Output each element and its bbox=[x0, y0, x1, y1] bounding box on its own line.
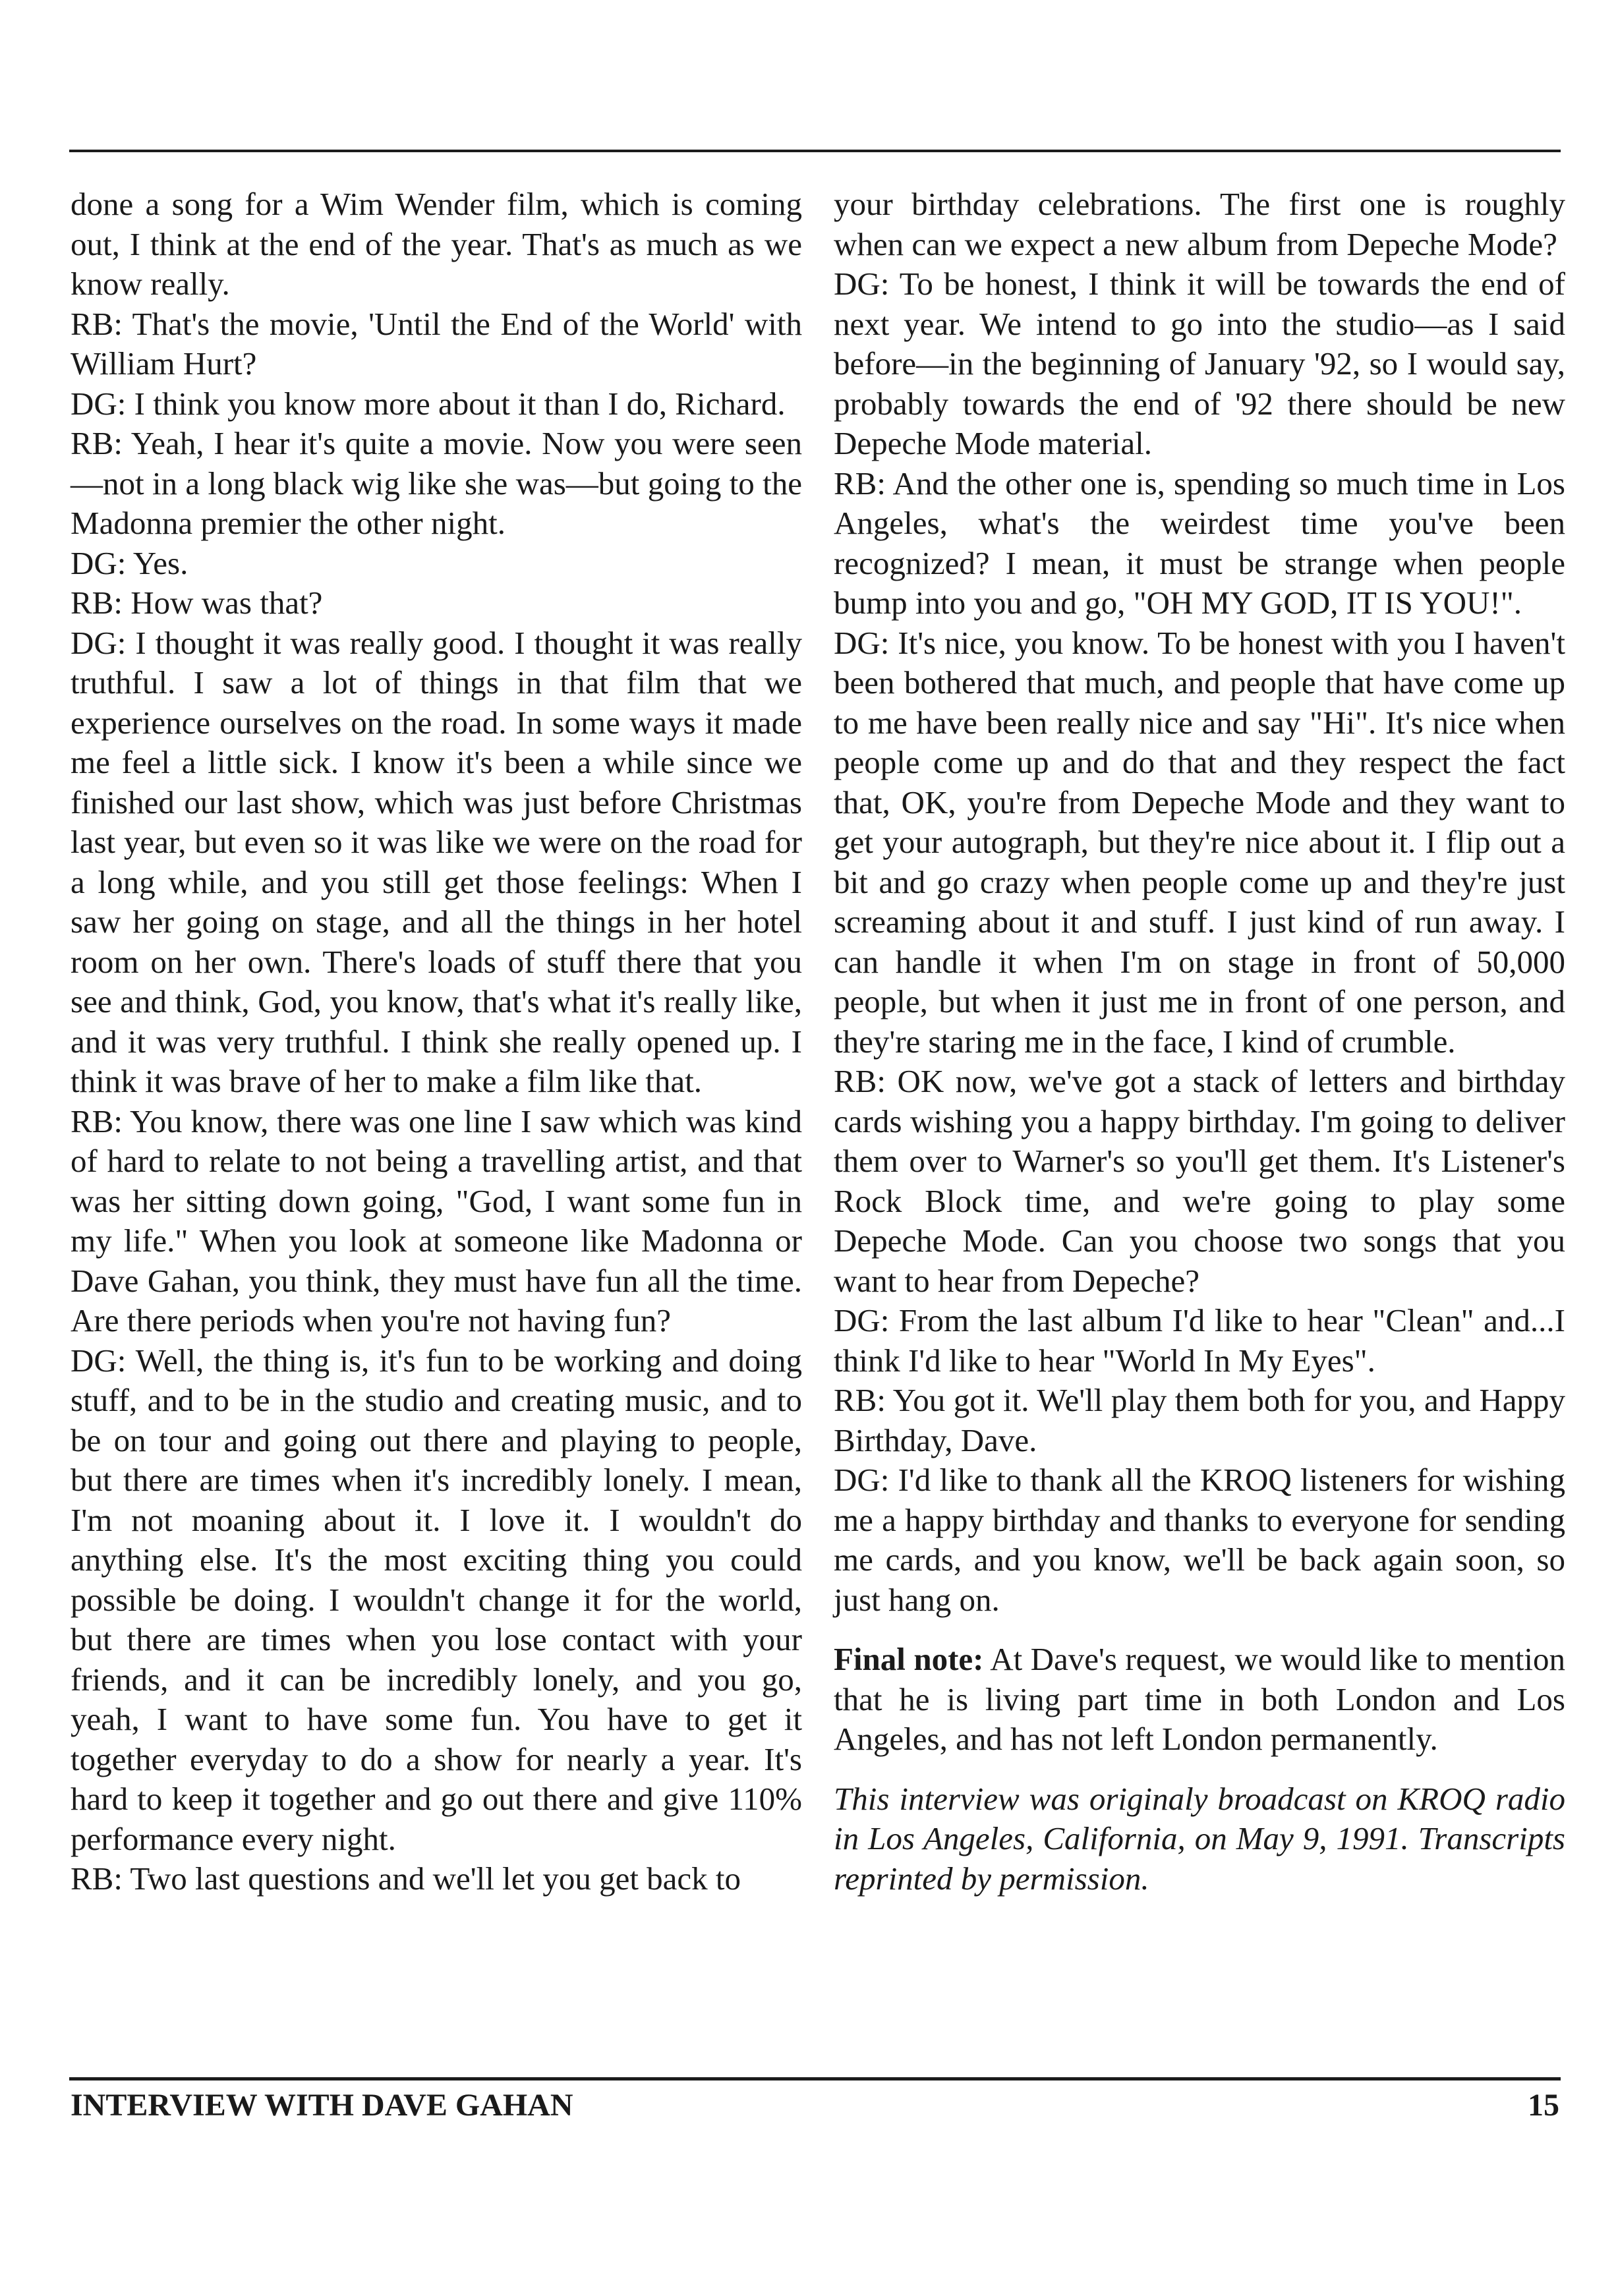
final-note-label: Final note: bbox=[834, 1641, 984, 1677]
paragraph: DG: To be honest, I think it will be towards the end of next year. We intend to go into the studio—as I said before—in the beginning of January '92, so I would say, probably towards the end of '92 there should be new Depeche Mode material. bbox=[834, 266, 1565, 461]
final-note-text: At Dave's request, we would like to mention that he is living part time in both London and Los Angeles, and has not left London permanently. bbox=[834, 1641, 1565, 1757]
right-column bbox=[834, 185, 1565, 1899]
page-footer bbox=[71, 2086, 1559, 2125]
paragraph: RB: OK now, we've got a stack of letters and birthday cards wishing you a happy birthday. I'm going to deliver them over to Warner's so you'll get them. It's Listener's Rock Block time, and we're going to play some Depeche Mode. Can you choose two songs that you want to hear from Depeche? bbox=[834, 1063, 1565, 1299]
paragraph: DG: I think you know more about it than I do, Richard. bbox=[71, 385, 786, 422]
paragraph: RB: How was that? bbox=[71, 585, 323, 621]
paragraph: DG: Well, the thing is, it's fun to be working and doing stuff, and to be in the studio and creating music, and to be on tour and going out there and playing to people, but there are times when it's incredibly lonely. I mean, I'm not moaning about it. I love it. I wouldn't do anything else. It's the most exciting thing you could possible be doing. I wouldn't change it for the world, but there are times when you lose contact with your friends, and it can be incredibly lonely, and you go, yeah, I want to have some fun. You have to get it together everyday to do a show for nearly a year. It's hard to keep it together and go out there and give 110% performance every night. bbox=[71, 1342, 802, 1857]
paragraph: DG: Yes. bbox=[71, 544, 188, 581]
bottom-rule bbox=[69, 2077, 1561, 2081]
paragraph: RB: That's the movie, 'Until the End of the World' with William Hurt? bbox=[71, 305, 802, 382]
page-number: 15 bbox=[1528, 2088, 1559, 2123]
paragraph: RB: Yeah, I hear it's quite a movie. Now you were seen—not in a long black wig like she was—but going to the Madonna premier the other night. bbox=[71, 425, 802, 541]
paragraph: RB: Two last questions and we'll let you get back to bbox=[71, 1860, 741, 1897]
top-rule bbox=[69, 150, 1561, 152]
paragraph: DG: It's nice, you know. To be honest with you I haven't been bothered that much, and people that have come up to me have been really nice and say "Hi". It's nice when people come up and do that and they respect the fact that, OK, you're from Depeche Mode and they want to get your autograph, but they're nice about it. I flip out a bit and go crazy when people come up and they're just screaming about it and stuff. I just kind of run away. I can handle it when I'm on stage in front of 50,000 people, but when it just me in front of one person, and they're staring me in the face, I kind of crumble. bbox=[834, 624, 1565, 1060]
paragraph: done a song for a Wim Wender film, which is coming out, I think at the end of the year. That's as much as we know really. bbox=[71, 186, 802, 302]
footer-title: INTERVIEW WITH DAVE GAHAN bbox=[71, 2088, 573, 2123]
left-column bbox=[71, 185, 802, 1899]
paragraph: your birthday celebrations. The first one is roughly when can we expect a new album from Depeche Mode? bbox=[834, 186, 1565, 262]
paragraph: DG: I thought it was really good. I thought it was really truthful. I saw a lot of things in that film that we experience ourselves on the road. In some ways it made me feel a little sick. I know it's been a while since we finished our last show, which was just before Christmas last year, but even so it was like we were on the road for a long while, and you still get those feelings: When I saw her going on stage, and all the things in her hotel room on her own. There's loads of stuff there that you see and think, God, you know, that's what it's really like, and it was very truthful. I think she really opened up. I think it was brave of her to make a film like that. bbox=[71, 624, 802, 1099]
final-note bbox=[834, 1640, 1565, 1760]
paragraph: RB: And the other one is, spending so much time in Los Angeles, what's the weirdest time you've been recognized? I mean, it must be strange when people bump into you and go, "OH MY GOD, IT IS YOU!". bbox=[834, 465, 1565, 621]
paragraph: DG: I'd like to thank all the KROQ listeners for wishing me a happy birthday and thanks to everyone for sending me cards, and you know, we'll be back again soon, so just hang on. bbox=[834, 1462, 1565, 1618]
paragraph: DG: From the last album I'd like to hear "Clean" and...I think I'd like to hear "World In My Eyes". bbox=[834, 1302, 1565, 1379]
paragraph: RB: You know, there was one line I saw which was kind of hard to relate to not being a travelling artist, and that was her sitting down going, "God, I want some fun in my life." When you look at someone like Madonna or Dave Gahan, you think, they must have fun all the time. Are there periods when you're not having fun? bbox=[71, 1103, 802, 1338]
paragraph: RB: You got it. We'll play them both for you, and Happy Birthday, Dave. bbox=[834, 1382, 1565, 1458]
broadcast-credit: This interview was originaly broadcast on KROQ radio in Los Angeles, California, on May 9, 1991. Transcripts reprinted by permission. bbox=[834, 1780, 1565, 1897]
